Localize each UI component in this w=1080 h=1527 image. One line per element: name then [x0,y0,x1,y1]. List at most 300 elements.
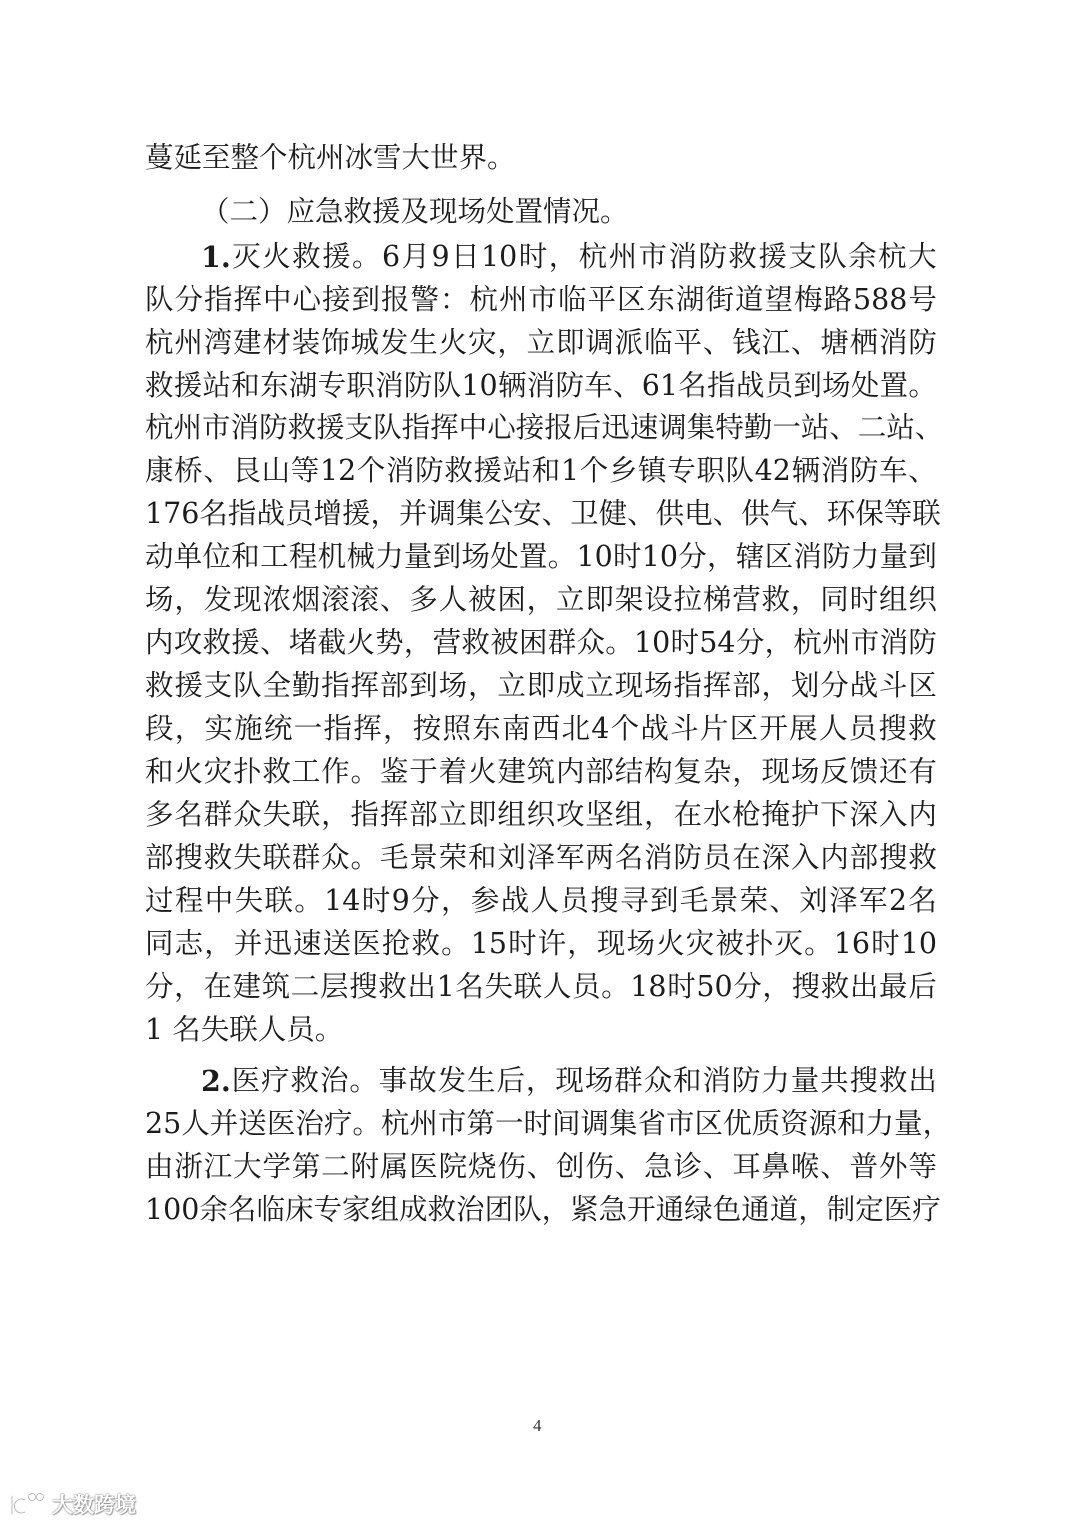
glyph: 援 [316,411,345,444]
glyph: 25 [145,1107,182,1140]
glyph: 水 [702,798,732,831]
glyph: 众 [233,798,262,831]
glyph: 路 [823,283,853,316]
line-text: （二）应急救援及现场处置情况。 [201,195,629,228]
glyph: 人 [542,970,572,1003]
glyph: 和 [231,540,260,573]
glyph: 浙 [174,1150,203,1183]
glyph: 艮 [232,454,261,487]
glyph: 山 [261,454,291,487]
glyph: 鼻 [761,1150,791,1183]
glyph: 分 [145,970,174,1003]
glyph: 攻 [556,798,585,831]
glyph: 、 [613,369,642,402]
glyph: 紧 [570,1193,599,1226]
glyph: 救 [761,583,791,616]
glyph: 、 [914,411,944,444]
glyph: 2. [201,1064,231,1098]
glyph: 到 [793,369,822,402]
glyph: 集 [609,1107,638,1140]
glyph: 全 [262,669,291,702]
glyph: 到 [908,540,937,573]
glyph: 第 [466,1107,495,1140]
glyph: 群 [614,1064,643,1097]
glyph: 分 [733,970,762,1003]
glyph: 、 [526,1150,556,1183]
glyph: 急 [598,1193,628,1226]
glyph: 道 [735,283,764,316]
text-line [145,408,944,448]
glyph: 分 [411,884,440,917]
glyph: 搜 [174,841,203,874]
glyph: 处 [490,540,519,573]
glyph: 指 [350,798,380,831]
glyph: 众 [643,1064,673,1097]
glyph: 名 [908,884,937,917]
glyph: 时 [871,927,900,960]
glyph: 一 [293,712,323,745]
glyph: 时 [361,884,391,917]
text-line [145,1010,937,1050]
glyph: 军 [556,841,585,874]
glyph: 指 [673,669,702,702]
glyph: 职 [346,369,375,402]
glyph: 作 [321,755,350,788]
glyph: 增 [313,497,342,530]
glyph: 烟 [291,583,321,616]
glyph: 时 [523,1107,552,1140]
glyph: 护 [790,798,820,831]
glyph: 量 [894,1107,923,1140]
glyph: 力 [865,1107,895,1140]
glyph: 队 [725,454,755,487]
glyph: 伤 [585,1150,614,1183]
glyph: ， [403,626,433,659]
glyph: 防 [555,369,584,402]
glyph: 立 [438,798,468,831]
glyph: 机 [317,540,347,573]
glyph: 量 [403,540,433,573]
text-line [145,666,937,706]
glyph: 程 [288,540,318,573]
glyph: 发 [379,326,409,359]
glyph: 有 [908,755,937,788]
glyph: 大 [233,1150,262,1183]
text-line [145,709,937,749]
glyph: 医 [352,927,381,960]
glyph: 场 [461,540,490,573]
glyph: 现 [614,669,644,702]
glyph: 1 [560,454,580,487]
text-line [145,924,937,964]
glyph: 。 [349,1064,378,1097]
glyph: 省 [637,1107,667,1140]
glyph: 心 [292,283,322,316]
glyph: 职 [696,454,725,487]
glyph: 内 [820,841,849,874]
glyph: 截 [317,626,347,659]
glyph: 馈 [849,755,879,788]
glyph: 实 [204,712,234,745]
glyph: 时 [518,240,548,273]
glyph: 参 [470,884,500,917]
glyph: 东 [260,369,289,402]
glyph: 特 [715,411,744,444]
glyph: 江 [203,1150,233,1183]
glyph: 分 [820,669,849,702]
glyph: 消 [230,411,260,444]
glyph: 饰 [321,326,350,359]
glyph: ， [526,583,556,616]
glyph: 救 [728,240,757,273]
glyph: 场 [626,927,656,960]
glyph: 名 [678,369,707,402]
glyph: 群 [203,798,233,831]
glyph: ， [204,927,233,960]
glyph: ， [174,583,203,616]
glyph: 优 [723,1107,752,1140]
glyph: 外 [878,1150,908,1183]
glyph: 还 [878,755,908,788]
glyph: 员 [560,884,589,917]
glyph: 装 [291,326,321,359]
glyph: 共 [820,1064,849,1097]
glyph: 月 [401,240,431,273]
glyph: 寻 [620,884,649,917]
glyph: 生 [467,1064,496,1097]
glyph: 搜 [590,884,619,917]
glyph: 并 [399,497,428,530]
glyph: 军 [859,884,888,917]
glyph: 多 [145,798,174,831]
glyph: 街 [705,283,735,316]
text-line [145,1190,941,1230]
glyph: 调 [427,497,457,530]
glyph: 治 [319,1064,349,1097]
glyph: 时 [508,927,537,960]
glyph: 材 [262,326,291,359]
glyph: 人 [818,712,848,745]
glyph: 力 [761,1064,790,1097]
glyph: 派 [614,326,644,359]
glyph: 接 [322,283,351,316]
glyph: 支 [344,411,374,444]
glyph: 程 [174,884,204,917]
glyph: 报 [544,411,573,444]
glyph: 救 [411,927,440,960]
glyph: 中 [204,884,234,917]
glyph: 荣 [438,841,468,874]
glyph: 量 [790,1064,820,1097]
glyph: 势 [375,626,404,659]
glyph: 织 [526,798,556,831]
glyph: 急 [644,1150,673,1183]
glyph: 灭 [232,240,261,273]
glyph: 救 [908,712,937,745]
glyph: 杭 [578,240,608,273]
glyph: ， [764,626,794,659]
glyph: 10 [481,240,518,273]
text-line [145,752,937,792]
glyph: 队 [145,283,174,316]
glyph: 诊 [673,1150,702,1183]
glyph: 9 [431,240,450,273]
text-line [201,1061,937,1101]
glyph: 搜 [791,970,821,1003]
glyph: 灾 [685,927,715,960]
glyph: 下 [820,798,849,831]
glyph: 院 [438,1150,468,1183]
glyph: 防 [731,1064,761,1097]
glyph: 失 [484,970,514,1003]
glyph: 毛 [379,841,409,874]
glyph: 时 [670,626,700,659]
glyph: 营 [432,626,462,659]
glyph: 平 [673,326,702,359]
glyph: 火 [467,755,497,788]
glyph: 消 [793,540,822,573]
glyph: 到 [432,540,462,573]
glyph: 医 [409,1150,438,1183]
glyph: 安 [513,497,542,530]
glyph: 灾 [203,755,233,788]
glyph: 救 [878,1064,908,1097]
glyph: 时 [667,970,696,1003]
glyph: 救 [292,240,321,273]
glyph: 东 [646,283,676,316]
glyph: 、 [541,497,571,530]
glyph: 杂 [702,755,732,788]
glyph: 消 [702,1064,731,1097]
glyph: 时 [613,540,642,573]
glyph: 救 [145,669,174,702]
glyph: 市 [638,240,668,273]
glyph: ， [567,927,596,960]
glyph: 间 [551,1107,581,1140]
glyph: 斗 [670,712,699,745]
glyph: 个 [579,454,609,487]
glyph: 力 [375,540,404,573]
glyph: 平 [587,283,617,316]
glyph: 临 [644,326,673,359]
glyph: 最 [879,970,908,1003]
glyph: 挥 [430,411,459,444]
glyph: 治 [295,1107,324,1140]
glyph: 。 [294,884,323,917]
glyph: 防 [673,841,702,874]
glyph: 望 [764,283,794,316]
glyph: 区 [908,669,937,702]
glyph: 等 [290,454,320,487]
text-line [145,451,937,491]
glyph: 械 [346,540,375,573]
glyph: 迅 [263,927,292,960]
text-line [145,323,937,363]
glyph: 和 [531,454,561,487]
glyph: 辆 [497,369,527,402]
text-line [145,366,937,406]
glyph: 分 [678,540,707,573]
glyph: 报 [381,283,410,316]
glyph: 道 [769,1193,799,1226]
glyph: 10 [576,540,613,573]
glyph: 湖 [676,283,705,316]
glyph: 立 [556,583,585,616]
glyph: 市 [666,1107,695,1140]
glyph: 日 [451,240,480,273]
glyph: 杭 [380,1107,410,1140]
glyph: 通 [741,1193,770,1226]
glyph: 市 [850,626,880,659]
glyph: 立 [526,326,556,359]
glyph: 构 [644,755,673,788]
glyph: 医 [231,1064,261,1097]
glyph: 普 [849,1150,879,1183]
glyph: 防 [415,454,444,487]
glyph: 治 [456,1193,485,1226]
glyph: 指 [227,497,257,530]
glyph: 救 [908,841,937,874]
glyph: 鉴 [379,755,409,788]
glyph: 州 [409,1107,438,1140]
page-number: 4 [533,1416,542,1435]
glyph: 队 [373,411,402,444]
glyph: 14 [324,884,361,917]
glyph: 组 [370,1193,400,1226]
glyph: 公 [484,497,514,530]
glyph: 援 [758,240,787,273]
glyph: 疗 [261,1064,290,1097]
glyph: 烧 [467,1150,497,1183]
glyph: 。 [547,540,577,573]
glyph: 到 [409,669,438,702]
glyph: 站 [800,411,830,444]
glyph: 联 [912,497,941,530]
line-text: 蔓延至整个杭州冰雪大世界。 [145,141,516,174]
glyph: 中 [263,283,292,316]
glyph: 救 [202,626,232,659]
glyph: 州 [174,326,203,359]
glyph: 员 [702,841,732,874]
glyph: 。 [804,927,833,960]
glyph: 属 [379,1150,409,1183]
glyph: ， [541,1193,571,1226]
glyph: 深 [849,798,879,831]
glyph: 杭 [878,240,907,273]
glyph: 61 [641,369,679,402]
glyph: 结 [614,755,644,788]
glyph: 号 [908,283,937,316]
glyph: 4 [591,712,610,745]
glyph: 镇 [638,454,667,487]
glyph: ， [174,970,203,1003]
glyph: 集 [456,497,485,530]
text-line [145,280,937,320]
glyph: 50 [696,970,733,1003]
glyph: 指 [321,669,350,702]
glyph: 杭 [469,283,499,316]
glyph: 灭 [774,927,804,960]
glyph: 杭 [145,326,174,359]
glyph: 群 [291,841,321,874]
glyph: 湖 [288,369,318,402]
glyph: 发 [437,1064,467,1097]
glyph: 区 [617,283,646,316]
glyph: 2 [888,884,907,917]
glyph: 抢 [381,927,411,960]
glyph: 内 [145,626,174,659]
glyph: 指 [323,712,353,745]
glyph: 并 [233,927,263,960]
glyph: 、 [790,326,820,359]
glyph: 。 [441,927,470,960]
glyph: 出 [849,970,879,1003]
glyph: 辆 [791,454,821,487]
glyph: 枪 [732,798,761,831]
glyph: 防 [908,626,937,659]
glyph: 消 [668,240,698,273]
glyph: 按 [412,712,442,745]
glyph: 故 [408,1064,437,1097]
glyph: 置 [879,369,909,402]
text-line [145,967,937,1007]
glyph: 现 [233,583,262,616]
glyph: 扑 [233,755,262,788]
glyph: 景 [409,841,438,874]
glyph: 梯 [702,583,732,616]
glyph: 同 [820,583,849,616]
glyph: 10 [641,540,679,573]
glyph: 和 [467,841,497,874]
glyph: 区 [764,540,794,573]
glyph: 100 [145,1193,200,1226]
glyph: 设 [644,583,673,616]
glyph: 救 [444,454,473,487]
glyph: 名 [199,497,228,530]
glyph: ， [321,798,350,831]
glyph: 支 [788,240,817,273]
glyph: 火 [438,326,468,359]
glyph: 出 [908,1064,937,1097]
glyph: 内 [908,798,937,831]
glyph: 部 [145,841,174,874]
glyph: 火 [262,240,291,273]
glyph: 指 [401,411,431,444]
glyph: 18 [630,970,667,1003]
glyph: 辖 [735,540,765,573]
glyph: 队 [818,240,847,273]
glyph: 名 [174,798,203,831]
glyph: 一 [772,411,801,444]
glyph: 州 [822,626,851,659]
glyph: 防 [849,454,879,487]
glyph: ， [440,884,470,917]
glyph: 支 [203,669,233,702]
glyph: 组 [497,798,526,831]
glyph: ， [922,1107,952,1140]
glyph: 。 [908,369,937,402]
glyph: 志 [174,927,204,960]
text-line [201,192,937,232]
glyph: 困 [497,583,526,616]
glyph: 专 [313,1193,342,1226]
glyph: 54 [699,626,736,659]
glyph: 立 [585,669,614,702]
glyph: 即 [467,798,497,831]
glyph: 后 [496,1064,525,1097]
glyph: 桥 [174,454,203,487]
glyph: 南 [502,712,531,745]
